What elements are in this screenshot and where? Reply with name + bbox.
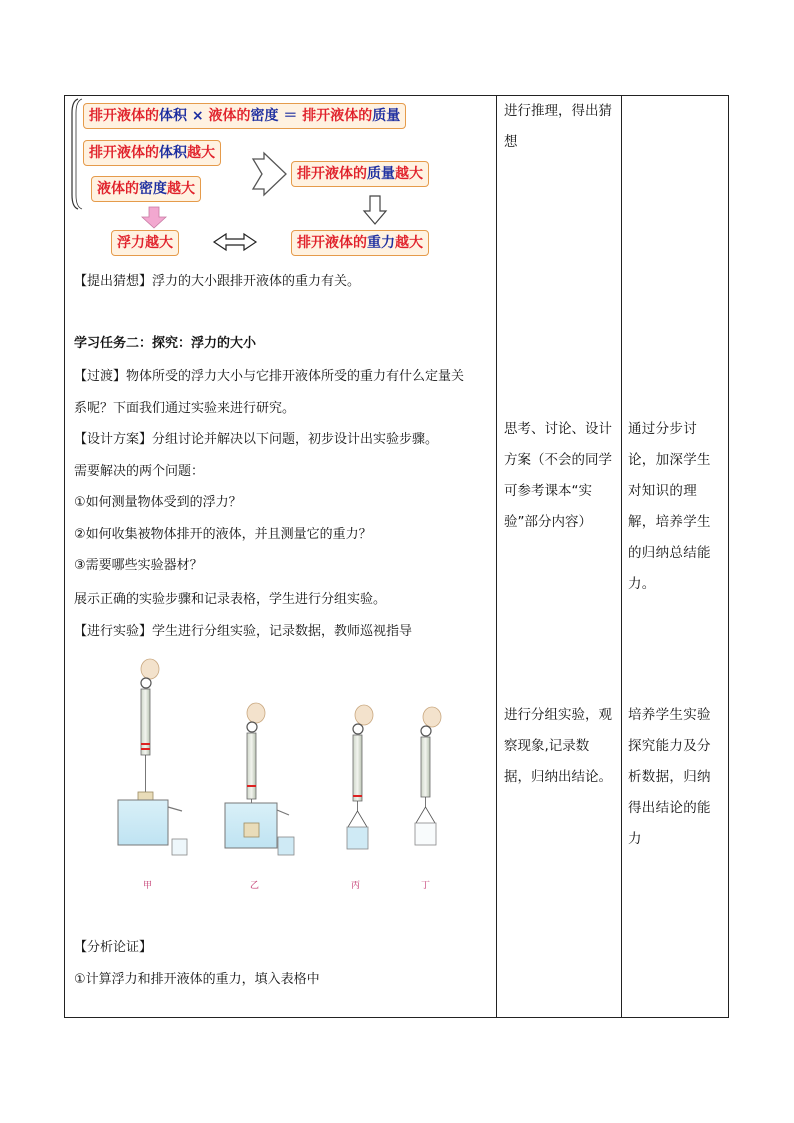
figure-label-ding: 丁	[421, 881, 431, 891]
gravity-part: 排开液体的	[297, 235, 367, 251]
hanger	[348, 811, 367, 827]
design-intent-1: 通过分步讨论，加深学生对知识的理解，培养学生的归纳总结能力。	[628, 421, 711, 592]
experiment-line: 【进行实验】学生进行分组实验，记录数据，教师巡视指导	[74, 624, 413, 639]
spring-scale	[421, 737, 430, 797]
density-part: 越大	[167, 181, 195, 197]
column-divider-2	[621, 95, 622, 1018]
question-3: ③需要哪些实验器材？	[74, 558, 203, 573]
small-cup	[278, 837, 294, 855]
ring-icon	[421, 726, 431, 736]
setup-yi	[225, 703, 294, 855]
equation-box	[83, 103, 406, 129]
task2-title: 学习任务二：探究：浮力的大小	[74, 336, 257, 351]
buoyancy-part: 浮力越大	[117, 235, 173, 251]
hand-icon	[423, 707, 441, 727]
column-divider-1	[496, 95, 497, 1018]
figure-label-jia: 甲	[143, 881, 153, 891]
small-cup	[347, 827, 368, 849]
setup-ding	[415, 707, 441, 845]
eq-part: 液体的	[208, 108, 251, 124]
design-intent-2: 培养学生实验探究能力及分析数据，归纳得出结论的能力	[628, 707, 711, 847]
spring-scale	[353, 735, 362, 801]
question-2: ②如何收集被物体排开的液体，并且测量它的重力？	[74, 527, 372, 542]
hand-icon	[141, 659, 159, 679]
gravity-box	[291, 230, 429, 256]
scale-mark	[247, 785, 256, 787]
volume-part: 越大	[187, 145, 215, 161]
density-part: 密度	[139, 181, 167, 197]
mass-part: 排开液体的	[297, 166, 367, 182]
bracket-line	[72, 99, 78, 209]
two-questions-line: 需要解决的两个问题：	[74, 464, 205, 479]
mass-part: 越大	[395, 166, 423, 182]
student-activity-1	[504, 96, 616, 158]
scale-mark	[141, 743, 150, 745]
volume-box	[83, 140, 221, 166]
design-line: 【设计方案】分组讨论并解决以下问题，初步设计出实验步骤。	[74, 432, 439, 447]
conjecture-line: 【提出猜想】浮力的大小跟排开液体的重力有关。	[74, 274, 361, 289]
buoyancy-box	[111, 230, 179, 256]
scale-mark	[141, 748, 150, 750]
mass-part: 质量	[367, 166, 395, 182]
ring-icon	[141, 678, 151, 688]
density-box	[91, 176, 201, 202]
eq-part: ＝	[278, 108, 303, 124]
figure-label-yi: 乙	[250, 881, 260, 891]
spout	[277, 810, 289, 815]
scale-mark	[353, 795, 362, 797]
eq-part: 排开液体的	[302, 108, 373, 124]
eq-part: 排开液体的	[89, 108, 159, 124]
setup-jia	[118, 659, 187, 855]
transition-line-2: 系呢？下面我们通过实验来进行研究。	[74, 401, 296, 416]
bracket-inner-line	[76, 99, 82, 209]
overflow-beaker	[118, 800, 168, 845]
calc-line: ①计算浮力和排开液体的重力，填入表格中	[74, 972, 320, 987]
down-arrow-icon	[364, 196, 386, 224]
ring-icon	[353, 724, 363, 734]
spout	[168, 807, 182, 811]
hand-icon	[355, 705, 373, 725]
block-icon	[244, 823, 259, 837]
eq-part: 质量	[372, 108, 401, 124]
mass-box	[291, 161, 429, 187]
student-activity-2: 思考、讨论、设计方案（不会的同学可参考课本“实验”部分内容）	[504, 421, 612, 530]
pink-down-arrow-icon	[142, 207, 166, 228]
volume-part: 体积	[159, 145, 187, 161]
ring-icon	[247, 722, 257, 732]
figure-label-bing: 丙	[351, 881, 361, 891]
density-part: 液体的	[97, 181, 139, 197]
gravity-part: 重力	[367, 235, 395, 251]
eq-part: 密度	[250, 108, 279, 124]
transition-line-1: 【过渡】物体所受的浮力大小与它排开液体所受的重力有什么定量关	[74, 369, 465, 384]
hand-icon	[247, 703, 265, 723]
spring-scale	[247, 733, 256, 799]
analysis-heading: 【分析论证】	[74, 940, 153, 955]
small-cup	[172, 839, 187, 855]
experiment-illustration	[100, 655, 450, 895]
spring-scale	[141, 689, 150, 755]
small-cup	[415, 823, 436, 845]
volume-part: 排开液体的	[89, 145, 159, 161]
show-steps-line: 展示正确的实验步骤和记录表格，学生进行分组实验。	[74, 592, 387, 607]
double-arrow-icon	[214, 234, 256, 250]
eq-part: ×	[187, 108, 209, 124]
eq-part: 体积	[159, 108, 187, 124]
activity-1-line-1: 进行推理，得出猜	[504, 103, 612, 119]
gravity-part: 越大	[395, 235, 423, 251]
hanger	[416, 807, 435, 823]
activity-1-line-2: 想	[504, 134, 518, 150]
chevron-right-arrow-icon	[253, 153, 286, 195]
question-1: ①如何测量物体受到的浮力？	[74, 495, 242, 510]
student-activity-3: 进行分组实验，观察现象,记录数据，归纳出结论。	[504, 707, 612, 785]
setup-bing	[347, 705, 373, 849]
